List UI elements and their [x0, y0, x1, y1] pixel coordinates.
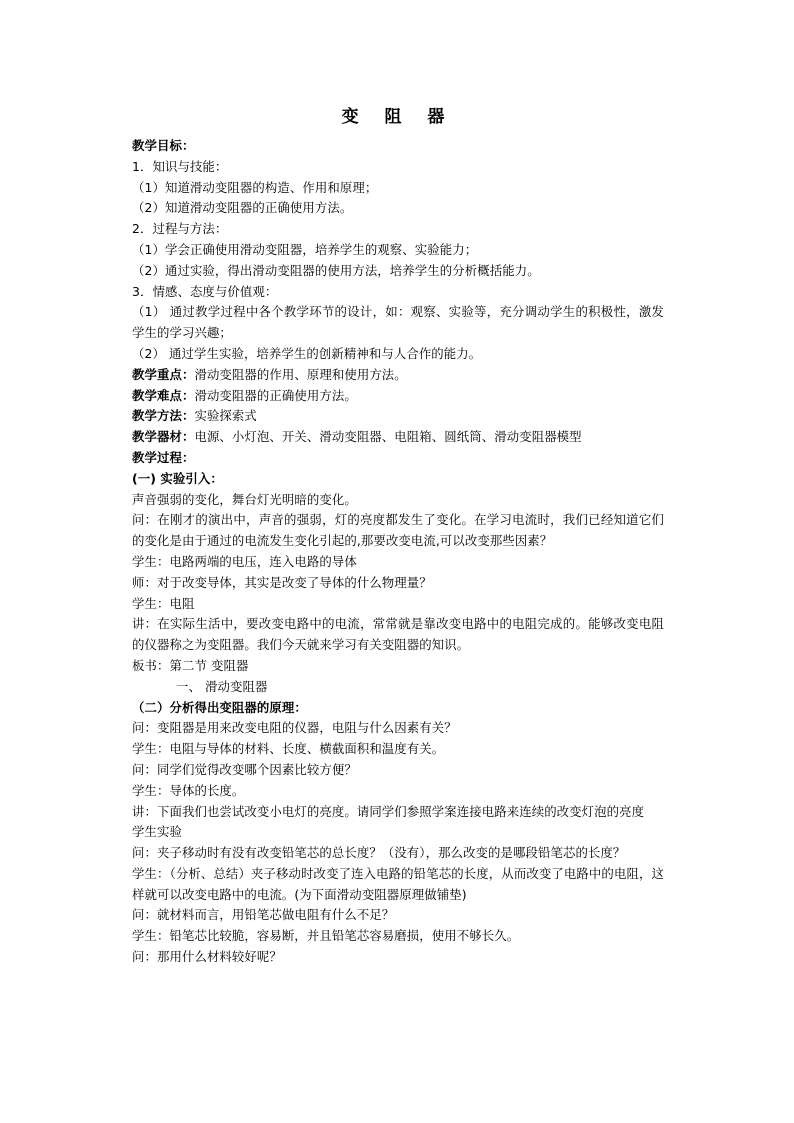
- method-row: [132, 406, 664, 427]
- board-subheading: 一、 滑动变阻器: [176, 678, 268, 694]
- part1-line: 学生：电路两端的电压，连入电路的导体: [132, 553, 357, 569]
- part1-heading: (一) 实验引入：: [132, 470, 223, 486]
- goal3-heading: 3．情感、态度与价值观：: [132, 283, 278, 299]
- difficulties-label: 教学难点：: [132, 387, 195, 403]
- goal3-item: （1） 通过教学过程中各个教学环节的设计，如：观察、实验等，充分调动学生的积极性，激发学生的学习兴趣；: [132, 304, 664, 341]
- part2-heading: （二）分析得出变阻器的原理：: [132, 699, 307, 715]
- goal1-heading: 1．知识与技能：: [132, 158, 228, 174]
- difficulties-row: [132, 386, 664, 407]
- process-heading: 教学过程：: [132, 449, 195, 465]
- equipment-label: 教学器材：: [132, 429, 195, 445]
- equipment-row: [132, 427, 664, 448]
- part2-line: 学生：电阻与导体的材料、长度、横截面积和温度有关。: [132, 741, 445, 757]
- key-points-row: [132, 365, 664, 386]
- part2-line: 学生实验: [132, 824, 182, 840]
- part1-line: 学生：电阻: [132, 595, 195, 611]
- equipment-value: 电源、小灯泡、开关、滑动变阻器、电阻箱、圆纸筒、滑动变阻器模型: [194, 429, 582, 445]
- part2-line: 学生：铅笔芯比较脆，容易断，并且铅笔芯容易磨损，使用不够长久。: [132, 928, 520, 944]
- part1-line: 板书：第二节 变阻器: [132, 657, 249, 673]
- key-points-label: 教学重点：: [132, 366, 195, 382]
- part1-line: 师：对于改变导体，其实是改变了导体的什么物理量？: [132, 574, 432, 590]
- part2-line: 问：就材料而言，用铅笔芯做电阻有什么不足？: [132, 907, 395, 923]
- part2-line: 问：夹子移动时有没有改变铅笔芯的总长度？（没有），那么改变的是哪段铅笔芯的长度？: [132, 845, 626, 861]
- goal2-heading: 2．过程与方法：: [132, 221, 228, 237]
- difficulties-value: 滑动变阻器的正确使用方法。: [194, 387, 357, 403]
- goal2-item: （1）学会正确使用滑动变阻器，培养学生的观察、实验能力；: [132, 241, 478, 257]
- part2-line: 讲：下面我们也尝试改变小电灯的亮度。请同学们参照学案连接电路来连续的改变灯泡的亮度: [132, 803, 645, 819]
- part2-line: 学生：导体的长度。: [132, 782, 245, 798]
- goal2-item: （2）通过实验，得出滑动变阻器的使用方法，培养学生的分析概括能力。: [132, 262, 540, 278]
- goal1-item: （1）知道滑动变阻器的构造、作用和原理；: [132, 179, 378, 195]
- method-value: 实验探索式: [194, 408, 257, 424]
- key-points-value: 滑动变阻器的作用、原理和使用方法。: [194, 366, 407, 382]
- part2-line: 问：那用什么材料较好呢？: [132, 949, 282, 965]
- part1-line: 讲：在实际生活中，要改变电路中的电流，常常就是靠改变电路中的电阻完成的。能够改变电阻的仪器称之为变阻器。我们今天就来学习有关变阻器的知识。: [132, 616, 664, 653]
- document-page: [132, 104, 664, 968]
- goal3-item: （2） 通过学生实验，培养学生的创新精神和与人合作的能力。: [132, 345, 482, 361]
- part1-line: 问：在刚才的演出中，声音的强弱，灯的亮度都发生了变化。在学习电流时，我们已经知道它们的变化是由于通过的电流发生变化引起的,那要改变电流,可以改变那些因素？: [132, 512, 664, 549]
- part1-line: 声音强弱的变化，舞台灯光明暗的变化。: [132, 491, 357, 507]
- document-title: 变 阻 器: [341, 107, 455, 127]
- part2-line: 学生：（分析、总结）夹子移动时改变了连入电路的铅笔芯的长度，从而改变了电路中的电阻，这样就可以改变电路中的电流。(为下面滑动变阻器原理做铺垫): [132, 865, 664, 902]
- goal1-item: （2）知道滑动变阻器的正确使用方法。: [132, 200, 353, 216]
- part2-line: 问：同学们觉得改变哪个因素比较方便？: [132, 761, 357, 777]
- method-label: 教学方法：: [132, 408, 195, 424]
- goals-heading: 教学目标：: [132, 138, 195, 153]
- part2-line: 问：变阻器是用来改变电阻的仪器，电阻与什么因素有关？: [132, 720, 457, 736]
